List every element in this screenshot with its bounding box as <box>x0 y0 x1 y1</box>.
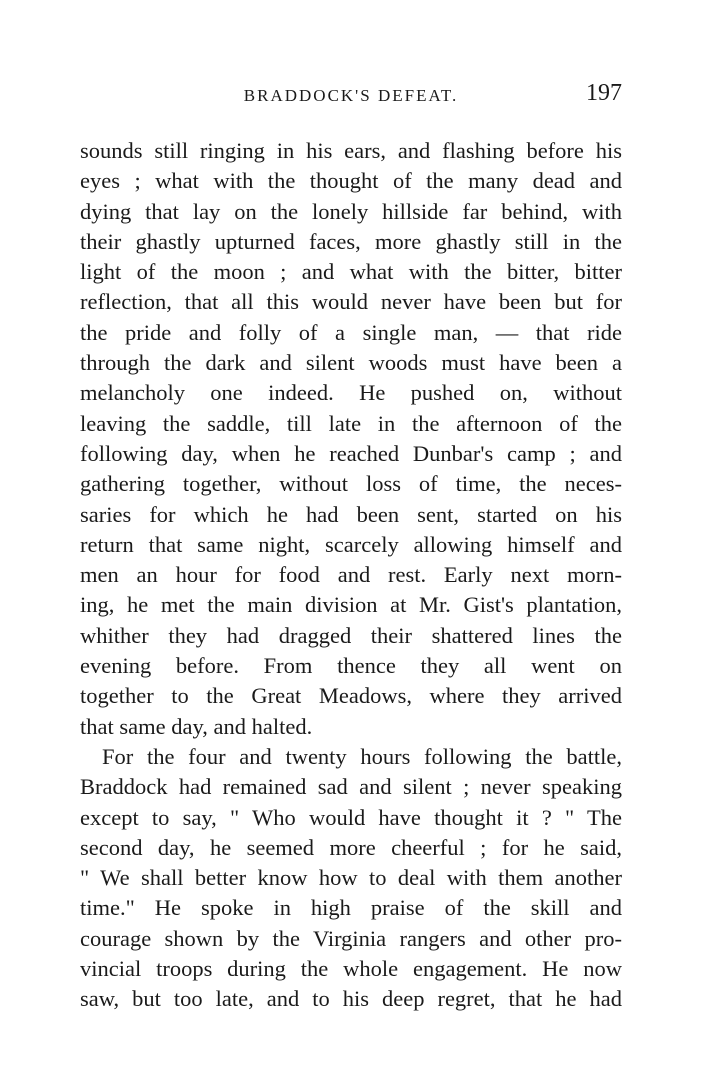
text-line: leaving the saddle, till late in the afternoon of the <box>80 410 622 436</box>
text-line: " We shall better know how to deal with them another <box>80 865 622 891</box>
text-line: eyes ; what with the thought of the many dead and <box>80 168 622 194</box>
text-line: vincial troops during the whole engagement. He now <box>80 956 622 982</box>
text-line: gathering together, without loss of time, the neces- <box>80 471 622 497</box>
text-line: evening before. From thence they all went on <box>80 653 622 679</box>
text-line: courage shown by the Virginia rangers and other pro- <box>80 925 622 951</box>
text-line: For the four and twenty hours following the battle, <box>102 743 622 769</box>
page-number: 197 <box>586 80 622 106</box>
text-line: time." He spoke in high praise of the skill and <box>80 895 622 921</box>
text-line: reflection, that all this would never have been but for <box>80 289 622 315</box>
running-title: BRADDOCK'S DEFEAT. <box>243 86 459 105</box>
text-line: second day, he seemed more cheerful ; for he said, <box>80 834 622 860</box>
page-header <box>80 80 622 110</box>
text-line: dying that lay on the lonely hillside far behind, with <box>80 198 622 224</box>
text-line: together to the Great Meadows, where they arrived <box>80 683 622 709</box>
text-line: sounds still ringing in his ears, and flashing before his <box>80 138 622 163</box>
text-line: men an hour for food and rest. Early next morn- <box>80 562 622 588</box>
text-line: whither they had dragged their shattered lines the <box>80 622 622 648</box>
text-line: saries for which he had been sent, started on his <box>80 501 622 527</box>
text-line: melancholy one indeed. He pushed on, without <box>80 380 622 406</box>
text-line: through the dark and silent woods must have been a <box>80 350 622 376</box>
text-line: their ghastly upturned faces, more ghastly still in the <box>80 228 622 254</box>
text-line: light of the moon ; and what with the bitter, bitter <box>80 259 622 285</box>
text-line: return that same night, scarcely allowing himself and <box>80 531 622 557</box>
text-line: ing, he met the main division at Mr. Gist's plantation, <box>80 592 622 618</box>
text-line: the pride and folly of a single man, — that ride <box>80 319 622 345</box>
text-line: except to say, " Who would have thought it ? " The <box>80 804 622 830</box>
text-line: following day, when he reached Dunbar's camp ; and <box>80 440 622 466</box>
text-line: that same day, and halted. <box>80 713 313 739</box>
text-line: Braddock had remained sad and silent ; never speaking <box>80 774 622 800</box>
text-line: saw, but too late, and to his deep regret, that he had <box>80 986 622 1012</box>
body-text <box>80 136 622 1015</box>
